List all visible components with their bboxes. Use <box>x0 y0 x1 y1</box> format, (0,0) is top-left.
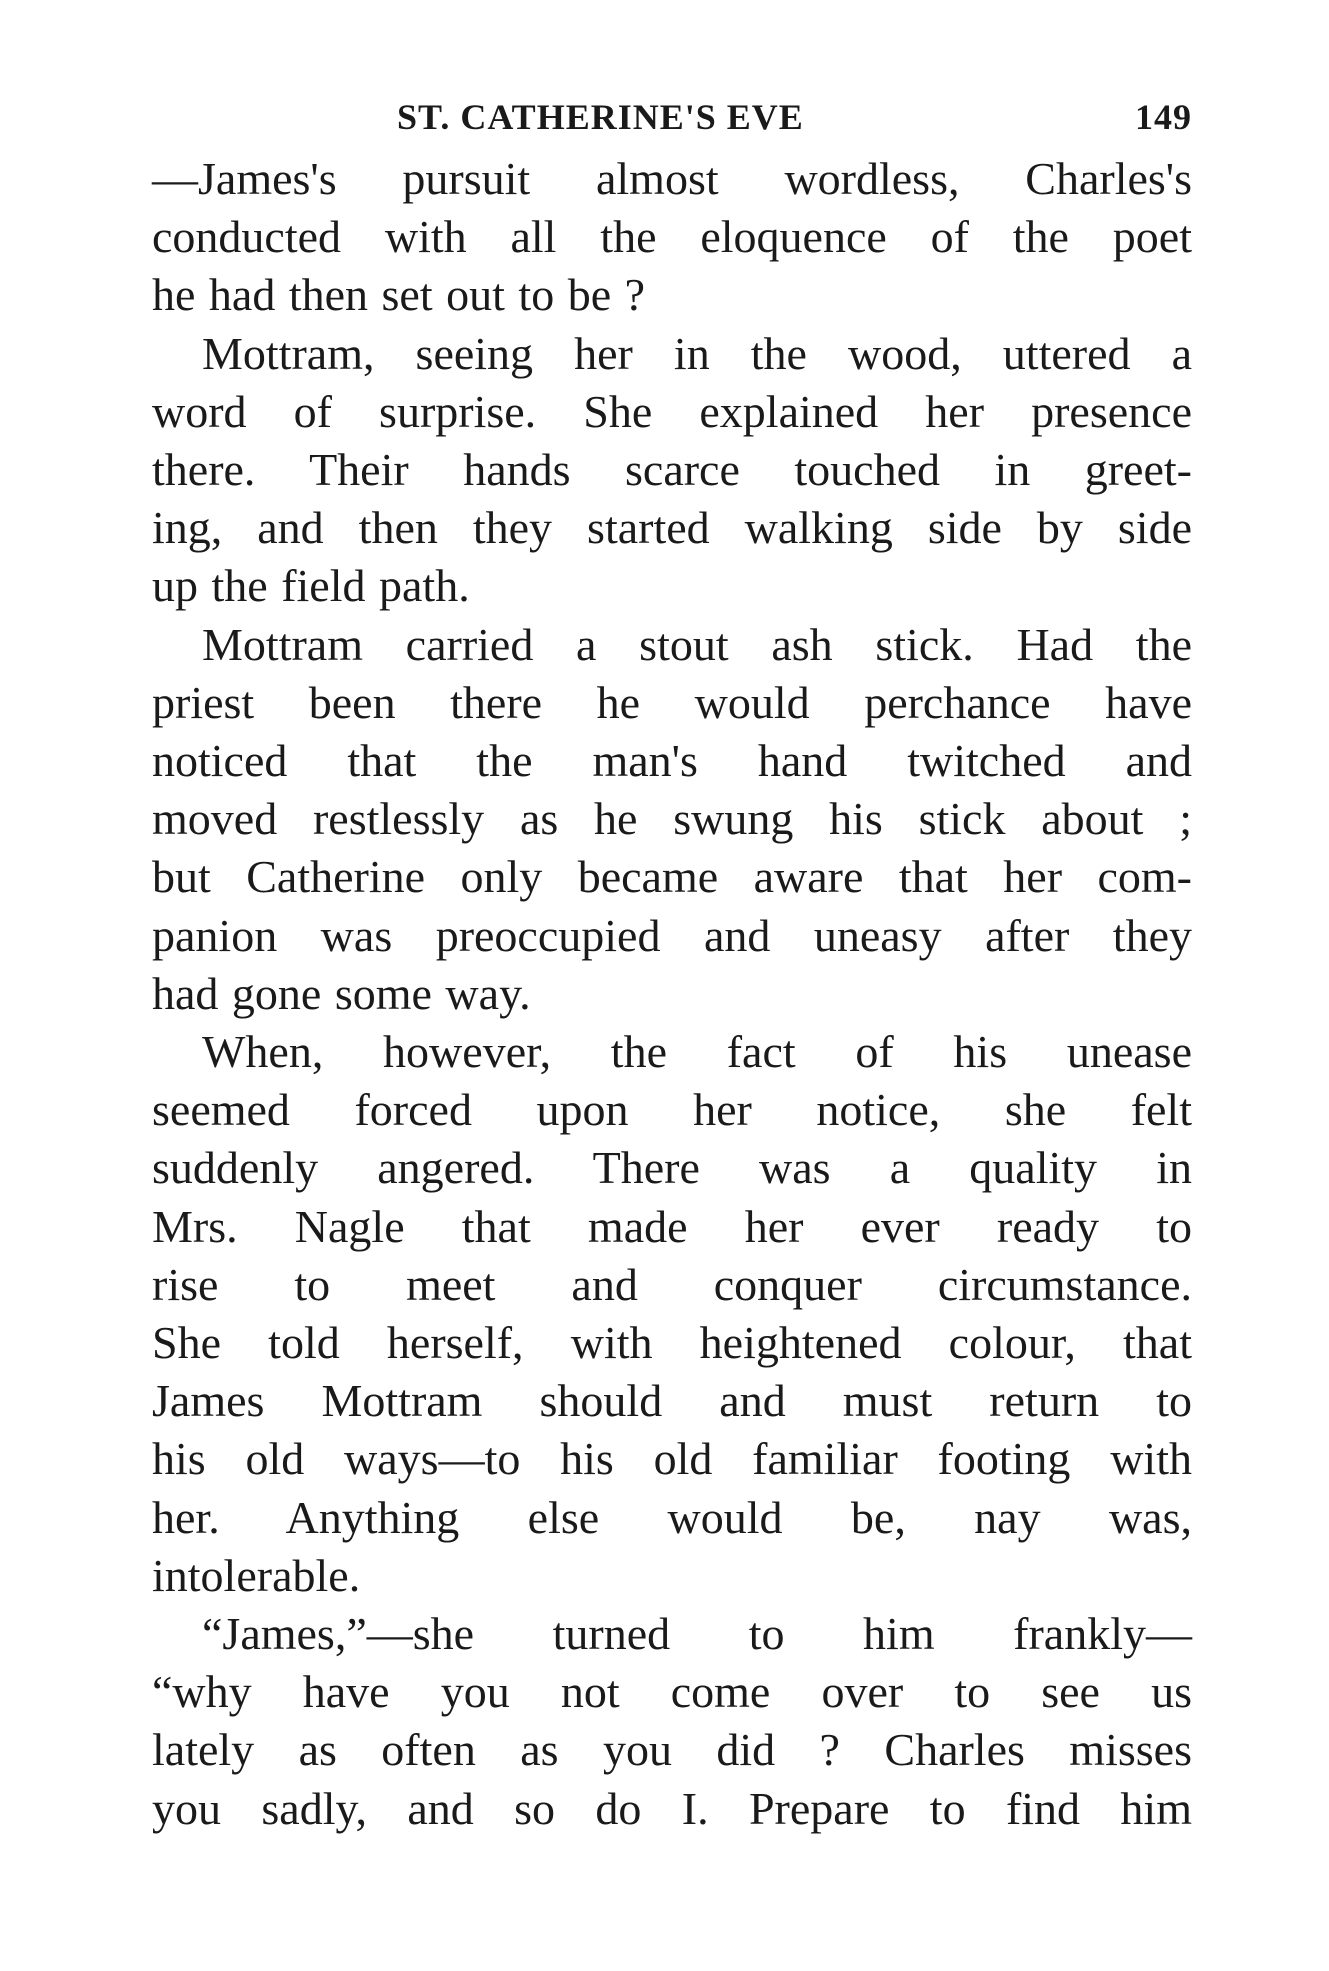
running-title: ST. CATHERINE'S EVE <box>397 97 804 137</box>
text-line: —James's pursuit almost wordless, Charles's <box>152 153 1192 204</box>
text-line: Mottram carried a stout ash stick. Had the <box>202 618 1192 670</box>
text-line: When, however, the fact of his unease <box>202 1026 1192 1078</box>
text-line: Mottram, seeing her in the wood, uttered a <box>202 327 1192 379</box>
text-line: his old ways—to his old familiar footing with <box>152 1433 1192 1485</box>
text-line: suddenly angered. There was a quality in <box>152 1142 1192 1194</box>
text-line: priest been there he would perchance have <box>152 676 1192 728</box>
text-line: lately as often as you did ? Charles misses <box>152 1724 1192 1776</box>
text-line: “why have you not come over to see us <box>152 1666 1192 1718</box>
text-line: James Mottram should and must return to <box>152 1375 1192 1427</box>
text-line: She told herself, with heightened colour, that <box>152 1317 1192 1369</box>
text-line: moved restlessly as he swung his stick about ; <box>152 793 1192 845</box>
book-page <box>152 96 1192 1838</box>
text-line: seemed forced upon her notice, she felt <box>152 1084 1192 1136</box>
text-line: her. Anything else would be, nay was, <box>152 1491 1192 1543</box>
text-line: up the field path. <box>152 560 470 612</box>
text-line: conducted with all the eloquence of the poet <box>152 211 1192 263</box>
page-number: 149 <box>1135 97 1192 137</box>
text-line: noticed that the man's hand twitched and <box>152 735 1192 787</box>
text-line: you sadly, and so do I. Prepare to find him <box>152 1782 1192 1834</box>
body-text <box>152 150 1192 1838</box>
text-line: intolerable. <box>152 1549 361 1601</box>
text-line: ing, and then they started walking side by side <box>152 502 1192 554</box>
text-line: rise to meet and conquer circumstance. <box>152 1258 1192 1310</box>
text-line: but Catherine only became aware that her com- <box>152 851 1192 903</box>
text-line: he had then set out to be ? <box>152 269 646 321</box>
text-line: “James,”—she turned to him frankly— <box>202 1608 1192 1660</box>
running-head <box>152 96 1192 150</box>
text-line: Mrs. Nagle that made her ever ready to <box>152 1200 1192 1252</box>
text-line: panion was preoccupied and uneasy after they <box>152 909 1192 961</box>
text-line: word of surprise. She explained her presence <box>152 385 1192 437</box>
text-line: there. Their hands scarce touched in greet- <box>152 444 1192 496</box>
text-line: had gone some way. <box>152 967 531 1019</box>
